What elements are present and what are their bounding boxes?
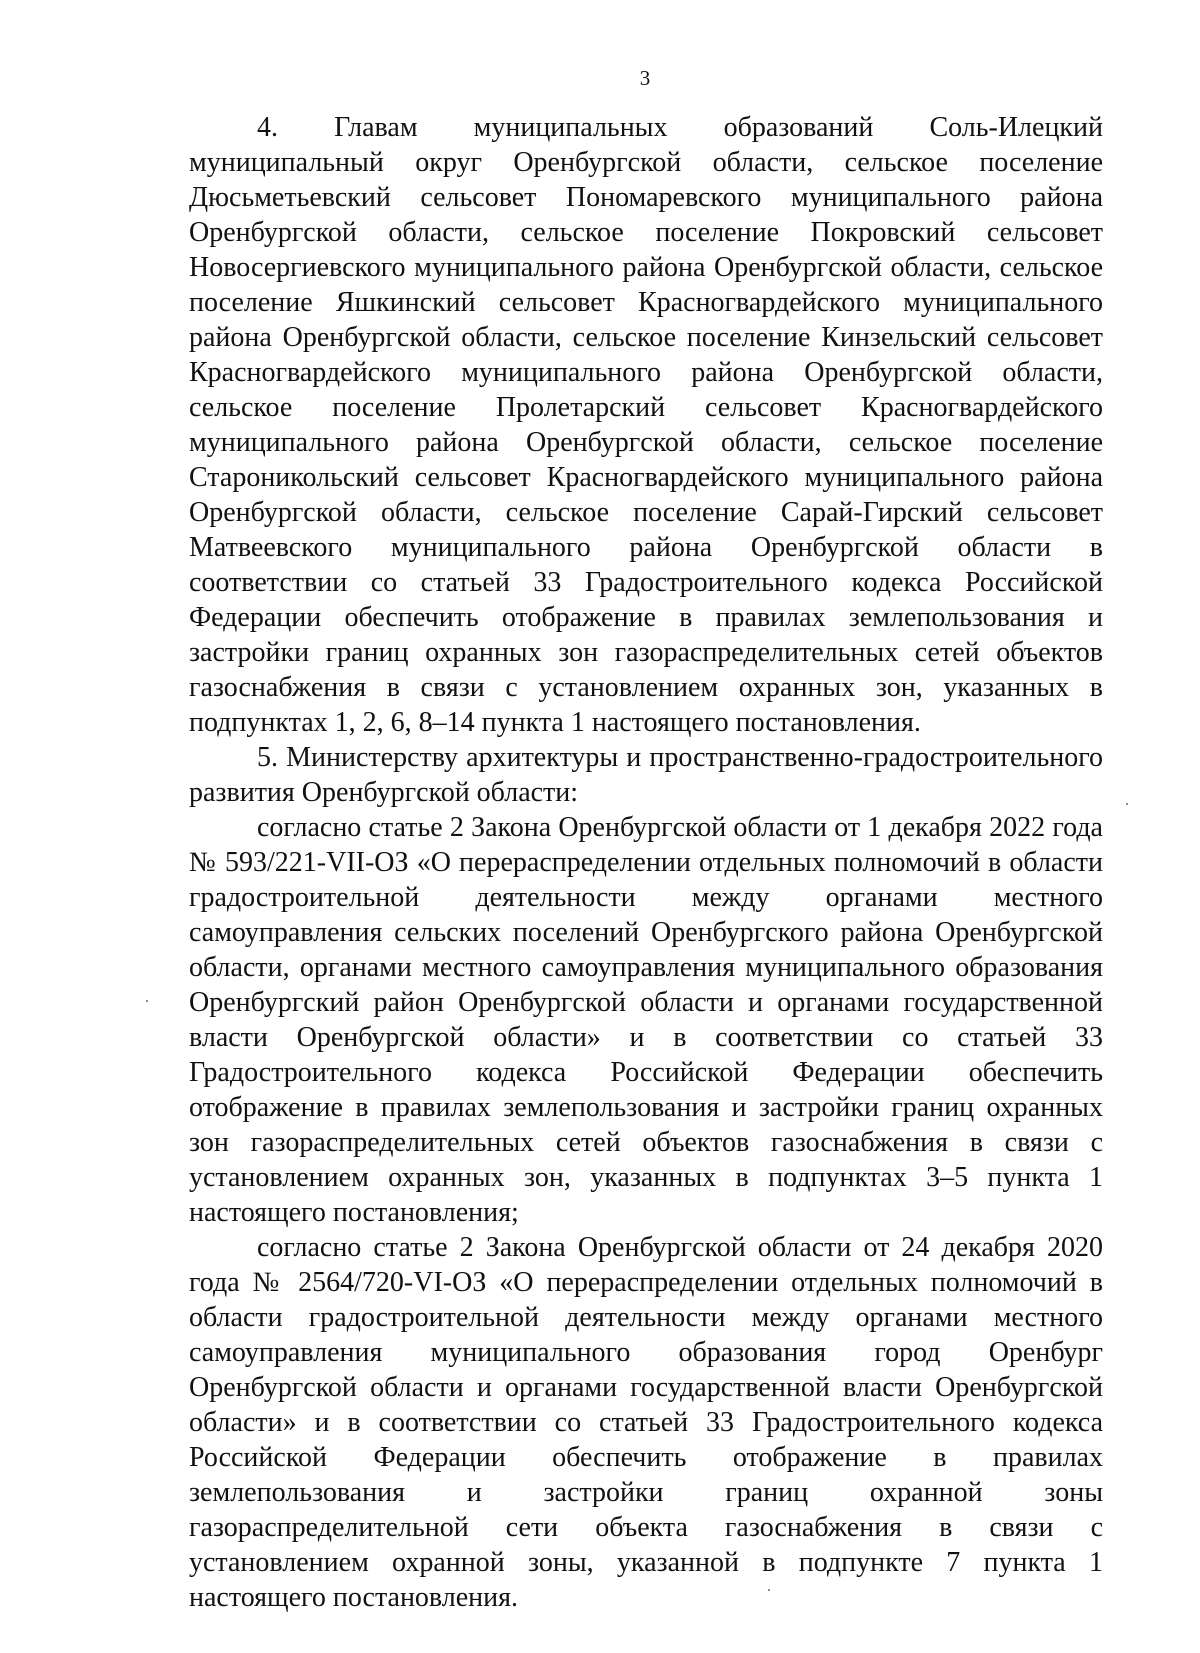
paragraph-item-5-a: согласно статье 2 Закона Оренбургской области от 1 декабря 2022 года № 593/221-VII-ОЗ «О перераспределении отдельных полномочий в области градостроительной деятельности между органами местного самоуправления сельских поселений Оренбургского района Оренбургской области, органами местного самоуправления муниципального образования Оренбургский район Оренбургской области и органами государственной власти Оренбургской области» и в соответствии со статьей 33 Градостроительного кодекса Российской Федерации обеспечить отображение в правилах землепользования и застройки границ охранных зон газораспределительных сетей объектов газоснабжения в связи с установлением охранных зон, указанных в подпунктах 3–5 пункта 1 настоящего постановления; bbox=[189, 812, 1103, 1228]
paragraph-item-5-b: согласно статье 2 Закона Оренбургской области от 24 декабря 2020 года № 2564/720-VI-ОЗ «О перераспределении отдельных полномочий в области градостроительной деятельности между органами местного самоуправления муниципального образования город Оренбург Оренбургской области и органами государственной власти Оренбургской области» и в соответствии со статьей 33 Градостроительного кодекса Российской Федерации обеспечить отображение в правилах землепользования и застройки границ охранной зоны газораспределительной сети объекта газоснабжения в связи с установлением охранной зоны, указанной в подпункте 7 пункта 1 настоящего постановления. bbox=[189, 1232, 1103, 1613]
page-number: 3 bbox=[639, 66, 651, 90]
paragraph-item-4: 4. Главам муниципальных образований Соль-Илецкий муниципальный округ Оренбургской области, сельское поселение Дюсьметьевский сельсовет Пономаревского муниципального района Оренбургской области, сельское поселение Покровский сельсовет Новосергиевского муниципального района Оренбургской области, сельское поселение Яшкинский сельсовет Красногвардейского муниципального района Оренбургской области, сельское поселение Кинзельский сельсовет Красногвардейского муниципального района Оренбургской области, сельское поселение Пролетарский сельсовет Красногвардейского муниципального района Оренбургской области, сельское поселение Староникольский сельсовет Красногвардейского муниципального района Оренбургской области, сельское поселение Сарай-Гирский сельсовет Матвеевского муниципального района Оренбургской области в соответствии со статьей 33 Градостроительного кодекса Российской Федерации обеспечить отображение в правилах землепользования и застройки границ охранных зон газораспределительных сетей объектов газоснабжения в связи с установлением охранных зон, указанных в подпунктах 1, 2, 6, 8–14 пункта 1 настоящего постановления. bbox=[189, 112, 1103, 738]
document-body bbox=[189, 110, 1103, 1615]
scan-speck bbox=[768, 1589, 770, 1591]
scan-speck bbox=[1126, 803, 1128, 805]
paragraph-item-5: 5. Министерству архитектуры и пространственно-градостроительного развития Оренбургской области: bbox=[189, 742, 1103, 808]
scan-speck bbox=[146, 1000, 148, 1002]
